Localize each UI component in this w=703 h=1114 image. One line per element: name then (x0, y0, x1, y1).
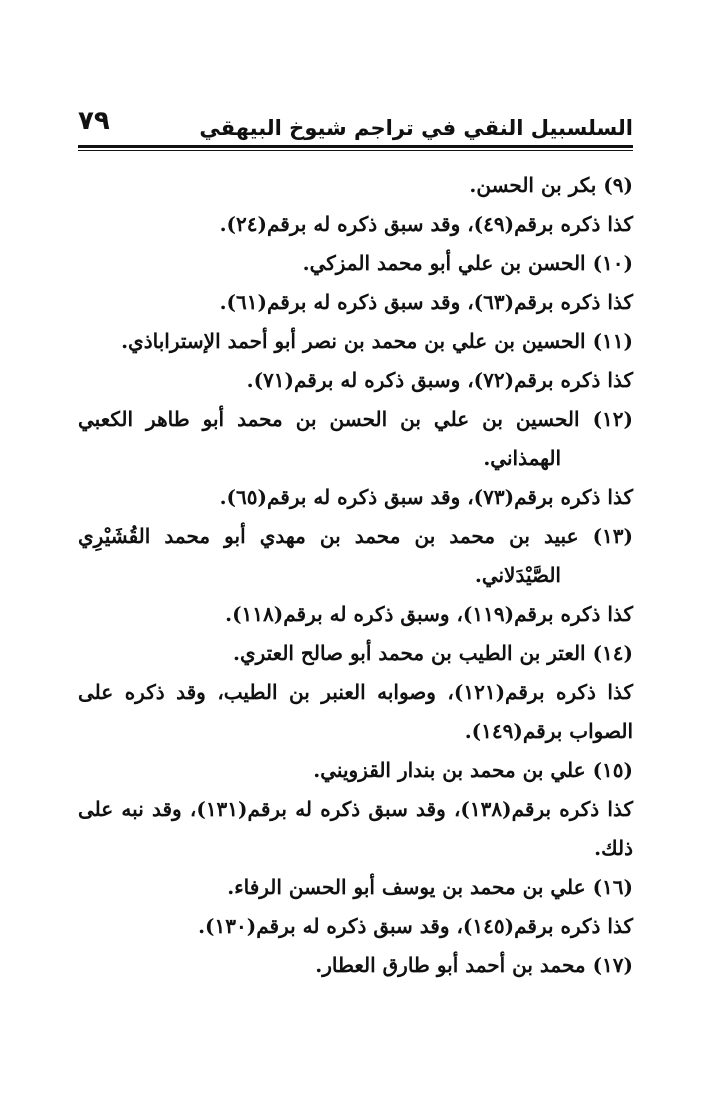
entry-note: كذا ذكره برقم(١٢١)، وصوابه العنبر بن الطيب، وقد ذكره على (78, 680, 633, 704)
body-text (78, 166, 633, 985)
page-header (78, 104, 633, 144)
running-title: السلسبيل النقي في تراجم شيوخ البيهقي (199, 116, 633, 140)
entry-note: كذا ذكره برقم(١٤٥)، وقد سبق ذكره له برقم(١٣٠). (198, 914, 633, 938)
entry-heading: (١٥) علي بن محمد بن بندار القزويني. (313, 758, 633, 782)
entry-note-continuation: الصواب برقم(١٤٩). (464, 719, 633, 743)
header-rule-thin (78, 150, 633, 151)
entry-note: كذا ذكره برقم(٧٢)، وسبق ذكره له برقم(٧١). (246, 368, 633, 392)
header-rule-thick (78, 145, 633, 148)
entry-heading: (٩) بكر بن الحسن. (469, 173, 633, 197)
entry-heading-continuation: الهمذاني. (483, 446, 561, 470)
entry-heading: (١٢) الحسين بن علي بن الحسن بن محمد أبو طاهر الكعبي (78, 407, 633, 431)
entry-heading: (١٣) عبيد بن محمد بن محمد بن مهدي أبو محمد القُشَيْرِي (78, 524, 633, 548)
entry-note: كذا ذكره برقم(٧٣)، وقد سبق ذكره له برقم(٦٥). (219, 485, 633, 509)
entry-heading: (١٤) العتر بن الطيب بن محمد أبو صالح العتري. (232, 641, 633, 665)
entry-heading: (١٠) الحسن بن علي أبو محمد المزكي. (302, 251, 633, 275)
entry-note: كذا ذكره برقم(٦٣)، وقد سبق ذكره له برقم(٦١). (219, 290, 633, 314)
entry-heading-continuation: الصَّيْدَلاني. (474, 563, 561, 587)
page-number: ٧٩ (78, 106, 110, 136)
entry-note: كذا ذكره برقم(٤٩)، وقد سبق ذكره له برقم(٢٤). (219, 212, 633, 236)
entry-note: كذا ذكره برقم(١١٩)، وسبق ذكره له برقم(١١٨). (225, 602, 633, 626)
entry-note-continuation: ذلك. (594, 836, 633, 860)
entry-heading: (١٦) علي بن محمد بن يوسف أبو الحسن الرفاء. (227, 875, 633, 899)
entry-note: كذا ذكره برقم(١٣٨)، وقد سبق ذكره له برقم(١٣١)، وقد نبه على (78, 797, 633, 821)
entry-heading: (١١) الحسين بن علي بن محمد بن نصر أبو أحمد الإستراباذي. (121, 329, 633, 353)
entry-heading: (١٧) محمد بن أحمد أبو طارق العطار. (315, 953, 633, 977)
